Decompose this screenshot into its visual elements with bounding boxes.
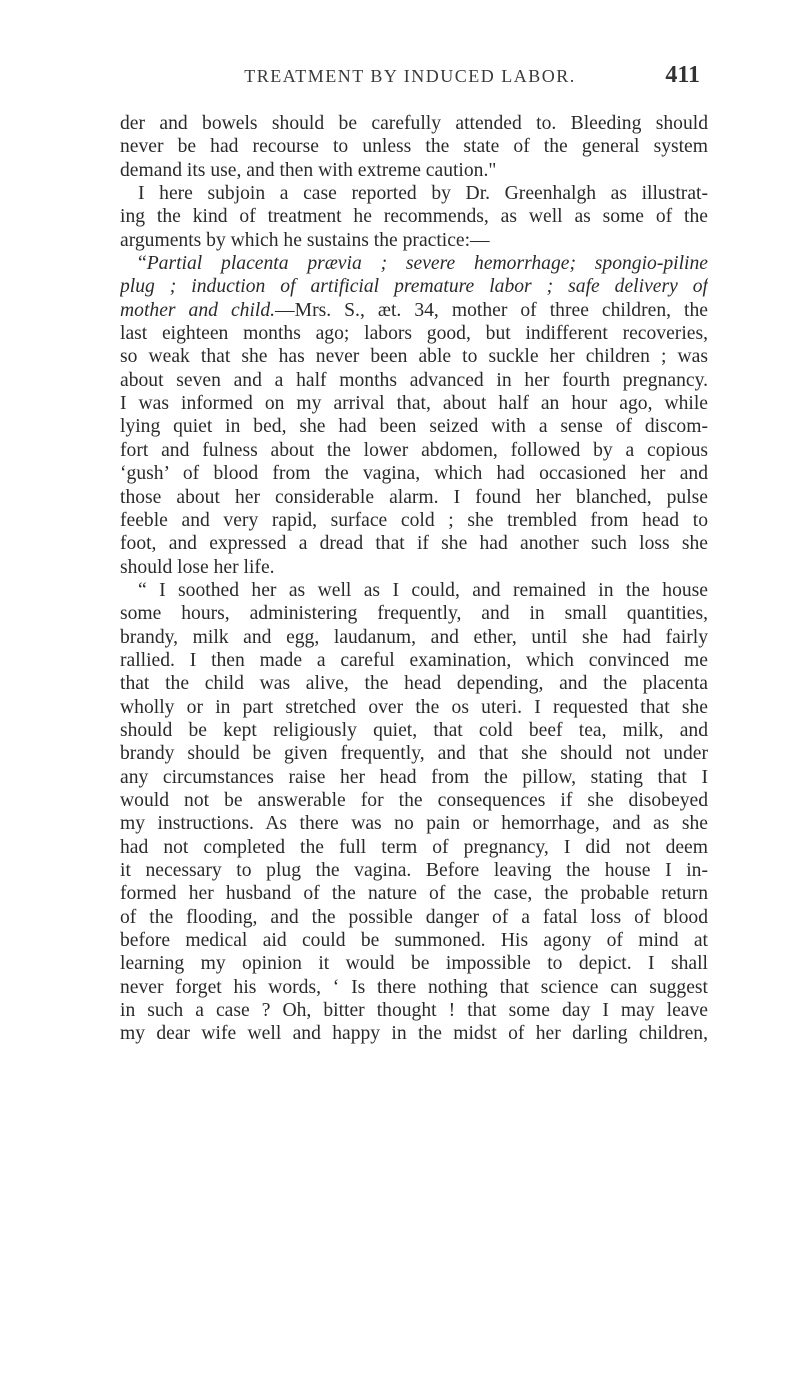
- text-segment: arguments by which he sustains the practice:—: [120, 229, 490, 251]
- text-line: [120, 976, 708, 999]
- text-segment: my dear wife well and happy in the midst of her darling children,: [120, 1023, 708, 1045]
- text-line: [120, 322, 708, 345]
- text-segment: of the flooding, and the possible danger of a fatal loss of blood: [120, 906, 708, 928]
- text-segment: brandy, milk and egg, laudanum, and ether, until she had fairly: [120, 626, 708, 648]
- text-line: [120, 649, 708, 672]
- body-text: [120, 112, 708, 1046]
- text-segment: so weak that she has never been able to suckle her children ; was: [120, 346, 708, 368]
- text-segment: my instructions. As there was no pain or hemorrhage, and as she: [120, 813, 708, 835]
- text-segment: foot, and expressed a dread that if she had another such loss she: [120, 533, 708, 555]
- text-segment: should be kept religiously quiet, that cold beef tea, milk, and: [120, 719, 708, 741]
- text-line: [120, 345, 708, 368]
- italic-heading-segment: Partial placenta prævia ; severe hemorrhage; spongio-piline: [146, 253, 708, 275]
- text-line: [120, 252, 708, 275]
- text-line: [120, 182, 708, 205]
- text-segment: lying quiet in bed, she had been seized with a sense of discom-: [120, 416, 708, 438]
- text-line: [120, 742, 708, 765]
- text-segment: before medical aid could be summoned. His agony of mind at: [120, 930, 708, 952]
- text-line: [120, 532, 708, 555]
- text-line: [120, 205, 708, 228]
- text-segment: ing the kind of treatment he recommends, as well as some of the: [120, 206, 708, 228]
- text-line: [120, 766, 708, 789]
- text-line: [120, 229, 708, 252]
- text-line: [120, 509, 708, 532]
- text-line: [120, 486, 708, 509]
- text-line: [120, 672, 708, 695]
- text-segment: brandy should be given frequently, and that she should not under: [120, 743, 708, 765]
- italic-heading-segment: mother and child.: [120, 299, 276, 321]
- text-segment: in such a case ? Oh, bitter thought ! that some day I may leave: [120, 1000, 708, 1022]
- text-line: [120, 556, 708, 579]
- italic-heading-segment: plug ; induction of artificial premature labor ; safe delivery of: [120, 276, 708, 298]
- text-line: [120, 626, 708, 649]
- text-segment: never forget his words, ‘ Is there nothing that science can suggest: [120, 976, 708, 998]
- text-line: [120, 415, 708, 438]
- text-line: [120, 719, 708, 742]
- text-segment: wholly or in part stretched over the os uteri. I requested that she: [120, 696, 708, 718]
- text-segment: “ I soothed her as well as I could, and remained in the house: [138, 579, 708, 601]
- text-line: [120, 275, 708, 298]
- text-segment: I was informed on my arrival that, about half an hour ago, while: [120, 393, 708, 415]
- text-line: [120, 812, 708, 835]
- text-segment: should lose her life.: [120, 556, 275, 578]
- text-segment: about seven and a half months advanced in her fourth pregnancy.: [120, 369, 708, 391]
- text-line: [120, 112, 708, 135]
- text-line: [120, 696, 708, 719]
- text-segment: had not completed the full term of pregnancy, I did not deem: [120, 836, 708, 858]
- text-line: [120, 392, 708, 415]
- text-line: [120, 439, 708, 462]
- text-line: [120, 159, 708, 182]
- text-line: [120, 859, 708, 882]
- text-segment: it necessary to plug the vagina. Before leaving the house I in-: [120, 860, 708, 881]
- text-line: [120, 929, 708, 952]
- text-segment: rallied. I then made a careful examination, which convinced me: [120, 649, 708, 671]
- text-line: [120, 602, 708, 625]
- text-segment: der and bowels should be carefully attended to. Bleeding should: [120, 113, 708, 134]
- text-segment: some hours, administering frequently, and in small quantities,: [120, 603, 708, 625]
- text-line: [120, 462, 708, 485]
- text-segment: —Mrs. S., æt. 34, mother of three children, the: [275, 299, 708, 321]
- text-segment: ‘gush’ of blood from the vagina, which had occasioned her and: [120, 463, 708, 485]
- text-segment: those about her considerable alarm. I found her blanched, pulse: [120, 486, 708, 508]
- text-segment: “: [138, 253, 147, 275]
- page-header: [120, 62, 700, 96]
- text-segment: learning my opinion it would be impossible to depict. I shall: [120, 953, 708, 975]
- text-segment: any circumstances raise her head from the pillow, stating that I: [120, 766, 708, 788]
- text-line: [120, 579, 708, 602]
- text-line: [120, 906, 708, 929]
- text-segment: fort and fulness about the lower abdomen, followed by a copious: [120, 439, 708, 461]
- text-segment: I here subjoin a case reported by Dr. Greenhalgh as illustrat-: [138, 183, 708, 205]
- text-line: [120, 369, 708, 392]
- text-line: [120, 299, 708, 322]
- text-line: [120, 836, 708, 859]
- text-segment: feeble and very rapid, surface cold ; she trembled from head to: [120, 509, 708, 531]
- text-line: [120, 1022, 708, 1045]
- text-segment: last eighteen months ago; labors good, but indifferent recoveries,: [120, 323, 708, 345]
- text-line: [120, 135, 708, 158]
- running-head: TREATMENT BY INDUCED LABOR.: [244, 66, 576, 86]
- text-line: [120, 999, 708, 1022]
- text-segment: never be had recourse to unless the state of the general system: [120, 136, 708, 158]
- text-line: [120, 882, 708, 905]
- text-line: [120, 952, 708, 975]
- text-line: [120, 789, 708, 812]
- text-segment: demand its use, and then with extreme caution.": [120, 159, 497, 181]
- page-number: 411: [665, 62, 700, 88]
- text-segment: formed her husband of the nature of the case, the probable return: [120, 883, 708, 905]
- text-segment: would not be answerable for the consequences if she disobeyed: [120, 789, 708, 811]
- text-segment: that the child was alive, the head depending, and the placenta: [120, 673, 708, 695]
